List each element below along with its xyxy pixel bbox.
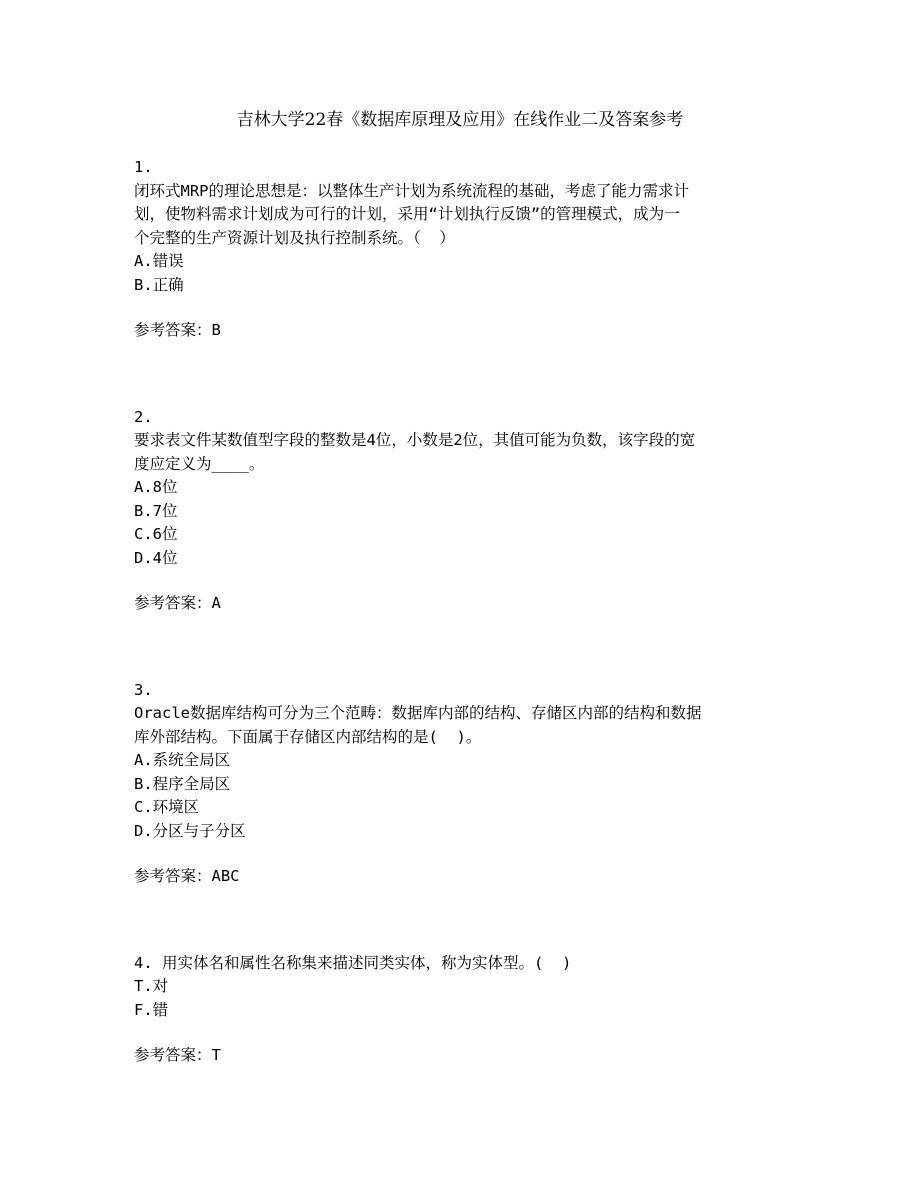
question-text-line: Oracle数据库结构可分为三个范畴：数据库内部的结构、存储区内部的结构和数据 — [134, 704, 702, 722]
option-a: A.系统全局区 — [134, 751, 231, 769]
question-text-line: 划，使物料需求计划成为可行的计划，采用“计划执行反馈”的管理模式，成为一 — [134, 205, 680, 223]
question-text-line: 闭环式MRP的理论思想是：以整体生产计划为系统流程的基础，考虑了能力需求计 — [134, 181, 689, 200]
answer-key: 参考答案：T — [134, 1046, 221, 1064]
document-title: 吉林大学22春《数据库原理及应用》在线作业二及答案参考 — [236, 110, 684, 130]
question-number: 2. — [134, 407, 153, 426]
question-number: 1. — [134, 158, 153, 176]
question-item-2 — [134, 406, 794, 616]
question-text-line: 库外部结构。下面属于存储区内部结构的是( )。 — [134, 727, 482, 746]
option-b: B.7位 — [134, 501, 178, 520]
question-item-1 — [134, 156, 794, 343]
answer-key: 参考答案：ABC — [134, 867, 240, 885]
option-d: D.分区与子分区 — [134, 821, 246, 840]
question-text-line: 度应定义为____。 — [134, 454, 265, 473]
option-c: C.6位 — [134, 525, 178, 543]
question-number: 3. — [134, 680, 153, 699]
question-item-4 — [134, 952, 794, 1068]
option-d: D.4位 — [134, 548, 178, 567]
option-a: A.错误 — [134, 252, 184, 270]
answer-key: 参考答案：A — [134, 594, 221, 612]
option-c: C.环境区 — [134, 798, 200, 816]
question-text-line: 用实体名和属性名称集来描述同类实体，称为实体型。( ) — [162, 953, 572, 972]
question-item-3 — [134, 679, 794, 889]
answer-key: 参考答案：B — [134, 321, 221, 339]
question-text-line: 要求表文件某数值型字段的整数是4位，小数是2位，其值可能为负数，该字段的宽 — [134, 431, 696, 449]
option-f: F.错 — [134, 1000, 169, 1019]
option-b: B.正确 — [134, 275, 184, 294]
question-text-line: 个完整的生产资源计划及执行控制系统。（ ） — [134, 228, 455, 247]
question-stem-line — [134, 952, 794, 976]
question-list — [134, 156, 794, 1131]
option-a: A.8位 — [134, 478, 178, 496]
option-t: T.对 — [134, 977, 169, 995]
question-number: 4. — [134, 953, 153, 972]
option-b: B.程序全局区 — [134, 774, 231, 793]
